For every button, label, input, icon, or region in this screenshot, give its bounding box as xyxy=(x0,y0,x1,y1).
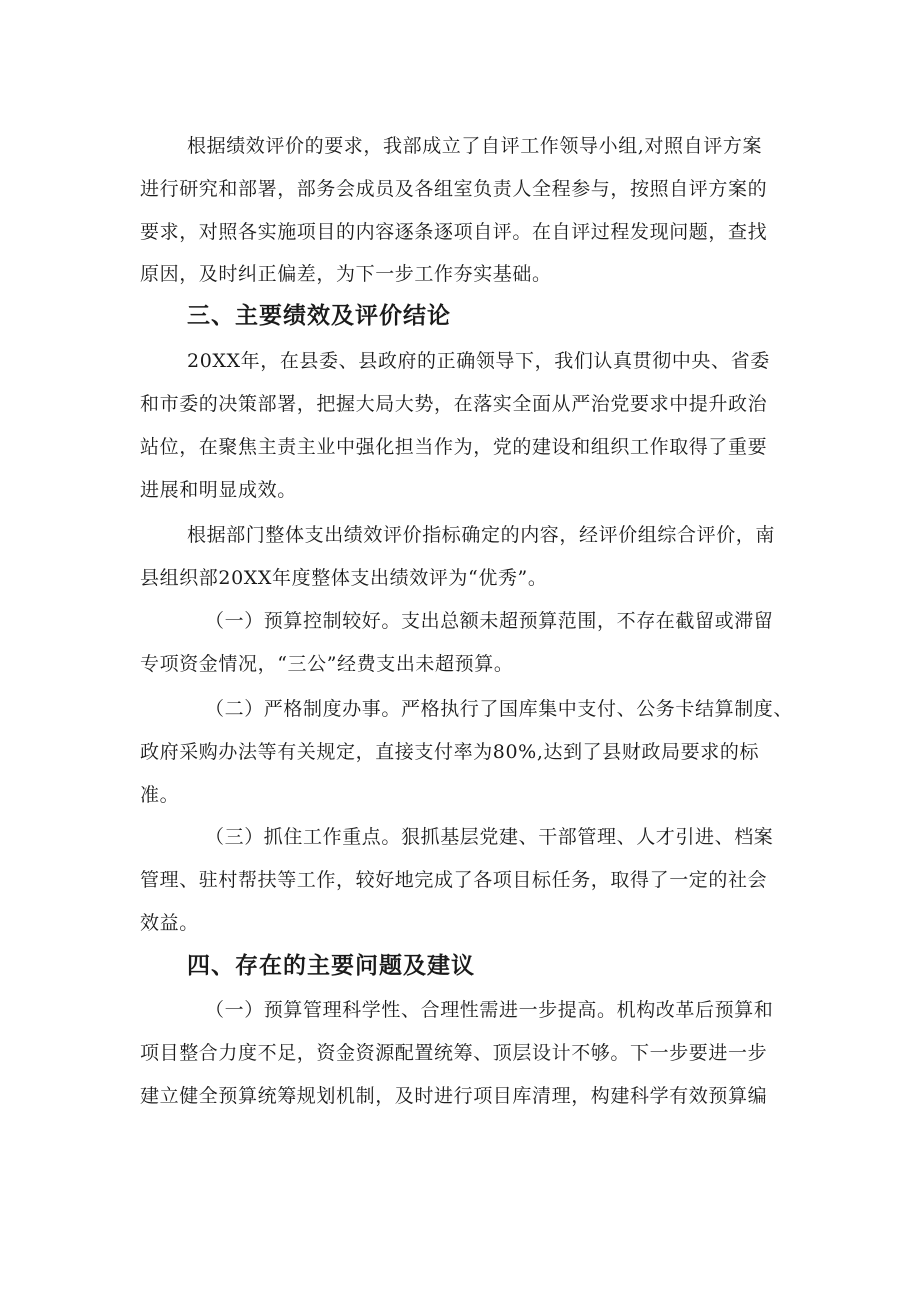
item1-line-2: 专项资金情况，“三公”经费支出未超预算。 xyxy=(140,653,514,675)
para1-line-3: 要求，对照各实施项目的内容逐条逐项自评。在自评过程发现问题，查找 xyxy=(140,221,768,243)
para3-line-2: 县组织部20XX年度整体支出绩效评为“优秀”。 xyxy=(140,567,548,589)
para1-line-1: 根据绩效评价的要求，我部成立了自评工作领导小组,对照自评方案 xyxy=(187,135,763,157)
para3-line-1: 根据部门整体支出绩效评价指标确定的内容，经评价组综合评价，南 xyxy=(187,524,776,546)
para1-line-2: 进行研究和部署，部务会成员及各组室负责人全程参与，按照自评方案的 xyxy=(140,178,768,200)
item2-line-2: 政府采购办法等有关规定，直接支付率为80%,达到了县财政局要求的标 xyxy=(140,741,760,763)
item4-line-3: 建立健全预算统筹规划机制，及时进行项目库清理，构建科学有效预算编 xyxy=(140,1085,768,1107)
item4-line-2: 项目整合力度不足，资金资源配置统筹、顶层设计不够。下一步要进一步 xyxy=(140,1042,768,1064)
item3-line-1: （三）抓住工作重点。狠抓基层党建、干部管理、人才引进、档案 xyxy=(205,826,774,848)
item3-line-2: 管理、驻村帮扶等工作，较好地完成了各项目标任务，取得了一定的社会 xyxy=(140,869,768,891)
item1-line-1: （一）预算控制较好。支出总额未超预算范围，不存在截留或滞留 xyxy=(205,610,774,632)
item2-line-1: （二）严格制度办事。严格执行了国库集中支付、公务卡结算制度、 xyxy=(205,698,794,720)
para2-line-2: 和市委的决策部署，把握大局大势，在落实全面从严治党要求中提升政治 xyxy=(140,393,768,415)
para2-line-1: 20XX年，在县委、县政府的正确领导下，我们认真贯彻中央、省委 xyxy=(187,350,770,372)
item4-line-1: （一）预算管理科学性、合理性需进一步提高。机构改革后预算和 xyxy=(205,999,774,1021)
section-heading-3: 三、主要绩效及评价结论 xyxy=(187,303,451,329)
item2-line-3: 准。 xyxy=(140,784,180,806)
para2-line-4: 进展和明显成效。 xyxy=(140,479,297,501)
para1-line-4: 原因，及时纠正偏差，为下一步工作夯实基础。 xyxy=(140,263,552,285)
item3-line-3: 效益。 xyxy=(140,912,199,934)
para2-line-3: 站位，在聚焦主责主业中强化担当作为，党的建设和组织工作取得了重要 xyxy=(140,436,768,458)
section-heading-4: 四、存在的主要问题及建议 xyxy=(187,953,475,979)
